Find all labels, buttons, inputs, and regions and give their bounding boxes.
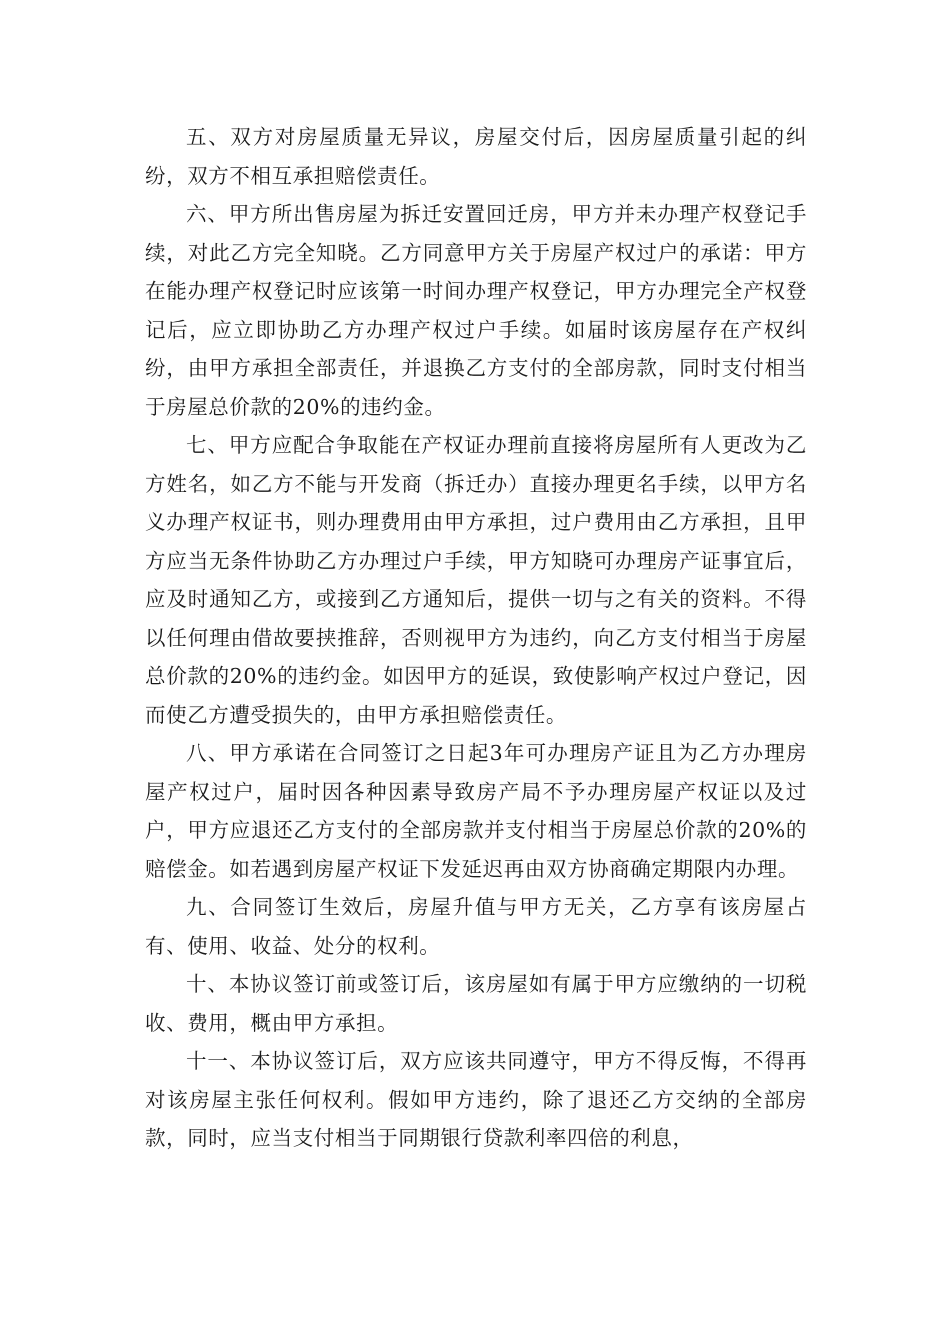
document-body	[145, 118, 807, 1158]
clause-5-paragraph: 五、双方对房屋质量无异议，房屋交付后，因房屋质量引起的纠纷，双方不相互承担赔偿责任。	[145, 125, 807, 188]
clause-6-paragraph: 六、甲方所出售房屋为拆迁安置回迁房，甲方并未办理产权登记手续，对此乙方完全知晓。乙方同意甲方关于房屋产权过户的承诺：甲方在能办理产权登记时应该第一时间办理产权登记，甲方办理完全产权登记后，应立即协助乙方办理产权过户手续。如届时该房屋存在产权纠纷，由甲方承担全部责任，并退换乙方支付的全部房款，同时支付相当于房屋总价款的20%的违约金。	[145, 202, 807, 419]
clause-9-paragraph: 九、合同签订生效后，房屋升值与甲方无关，乙方享有该房屋占有、使用、收益、处分的权利。	[145, 895, 807, 958]
clause-8-paragraph: 八、甲方承诺在合同签订之日起3年可办理房产证且为乙方办理房屋产权过户，届时因各种因素导致房产局不予办理房屋产权证以及过户，甲方应退还乙方支付的全部房款并支付相当于房屋总价款的20%的赔偿金。如若遇到房屋产权证下发延迟再由双方协商确定期限内办理。	[145, 741, 807, 881]
clause-7-paragraph: 七、甲方应配合争取能在产权证办理前直接将房屋所有人更改为乙方姓名，如乙方不能与开发商（拆迁办）直接办理更名手续，以甲方名义办理产权证书，则办理费用由甲方承担，过户费用由乙方承担，且甲方应当无条件协助乙方办理过户手续，甲方知晓可办理房产证事宜后，应及时通知乙方，或接到乙方通知后，提供一切与之有关的资料。不得以任何理由借故要挟推辞，否则视甲方为违约，向乙方支付相当于房屋总价款的20%的违约金。如因甲方的延误，致使影响产权过户登记，因而使乙方遭受损失的，由甲方承担赔偿责任。	[145, 433, 807, 727]
clause-10-paragraph: 十、本协议签订前或签订后，该房屋如有属于甲方应缴纳的一切税收、费用，概由甲方承担。	[145, 972, 807, 1035]
clause-11-paragraph: 十一、本协议签订后，双方应该共同遵守，甲方不得反悔，不得再对该房屋主张任何权利。假如甲方违约，除了退还乙方交纳的全部房款，同时，应当支付相当于同期银行贷款利率四倍的利息，	[145, 1049, 807, 1150]
